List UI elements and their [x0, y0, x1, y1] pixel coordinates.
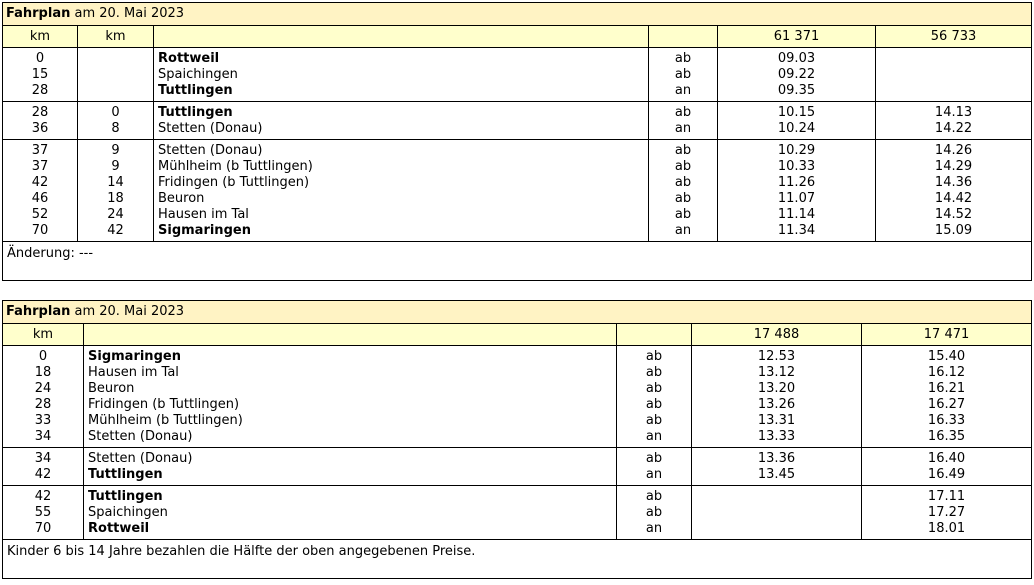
table-row: [3, 467, 1032, 486]
cell-time-train-1: [692, 521, 862, 540]
table-row: [3, 121, 1032, 140]
cell-time-train-2: [876, 67, 1032, 83]
timetable-2-note-row: [3, 540, 1032, 579]
cell-direction: ab: [617, 346, 692, 366]
cell-time-train-2: 17.11: [862, 486, 1032, 506]
cell-time-train-1: 12.53: [692, 346, 862, 366]
cell-direction: an: [617, 467, 692, 486]
table-row: [3, 159, 1032, 175]
cell-time-train-1: 09.35: [718, 83, 876, 102]
cell-km-1: 37: [3, 140, 78, 160]
cell-station: Fridingen (b Tuttlingen): [154, 175, 649, 191]
cell-station: Beuron: [84, 381, 617, 397]
cell-time-train-1: 13.20: [692, 381, 862, 397]
cell-station: Rottweil: [154, 48, 649, 68]
cell-km-1: 52: [3, 207, 78, 223]
cell-time-train-2: 17.27: [862, 505, 1032, 521]
cell-time-train-1: 10.24: [718, 121, 876, 140]
cell-time-train-2: 16.35: [862, 429, 1032, 448]
cell-station: Sigmaringen: [154, 223, 649, 242]
cell-km: 42: [3, 467, 84, 486]
table-row: [3, 413, 1032, 429]
cell-time-train-1: 13.45: [692, 467, 862, 486]
cell-km: 18: [3, 365, 84, 381]
cell-station: Tuttlingen: [154, 102, 649, 122]
timetable-2-title: [3, 301, 1032, 324]
cell-km-2: 14: [78, 175, 154, 191]
cell-time-train-1: 13.31: [692, 413, 862, 429]
cell-station: Stetten (Donau): [154, 140, 649, 160]
cell-km-1: 42: [3, 175, 78, 191]
header-direction: [617, 324, 692, 346]
cell-direction: ab: [617, 381, 692, 397]
cell-station: Spaichingen: [154, 67, 649, 83]
timetable-2-note: Kinder 6 bis 14 Jahre bezahlen die Hälfte der oben angegebenen Preise.: [3, 540, 1032, 579]
cell-km: 70: [3, 521, 84, 540]
table-row: [3, 505, 1032, 521]
table-row: [3, 175, 1032, 191]
cell-time-train-1: [692, 505, 862, 521]
cell-km-2: 8: [78, 121, 154, 140]
cell-direction: ab: [649, 175, 718, 191]
table-row: [3, 429, 1032, 448]
header-station: [154, 26, 649, 48]
cell-station: Beuron: [154, 191, 649, 207]
cell-time-train-2: 15.09: [876, 223, 1032, 242]
cell-direction: ab: [617, 448, 692, 468]
cell-direction: an: [617, 429, 692, 448]
cell-time-train-2: [876, 48, 1032, 68]
table-row: [3, 448, 1032, 468]
table-row: [3, 102, 1032, 122]
cell-time-train-2: 15.40: [862, 346, 1032, 366]
title-date: am 20. Mai 2023: [70, 6, 185, 21]
cell-time-train-2: 14.22: [876, 121, 1032, 140]
cell-direction: ab: [617, 505, 692, 521]
cell-direction: an: [617, 521, 692, 540]
header-direction: [649, 26, 718, 48]
cell-station: Stetten (Donau): [84, 448, 617, 468]
cell-km-2: 18: [78, 191, 154, 207]
cell-direction: ab: [649, 191, 718, 207]
timetable-1-header-row: [3, 26, 1032, 48]
table-row: [3, 346, 1032, 366]
cell-km-2: [78, 67, 154, 83]
cell-km-1: 28: [3, 83, 78, 102]
cell-station: Stetten (Donau): [154, 121, 649, 140]
cell-km-1: 15: [3, 67, 78, 83]
cell-time-train-2: 14.52: [876, 207, 1032, 223]
cell-direction: ab: [649, 159, 718, 175]
cell-station: Tuttlingen: [84, 486, 617, 506]
cell-station: Spaichingen: [84, 505, 617, 521]
cell-direction: ab: [649, 207, 718, 223]
cell-station: Fridingen (b Tuttlingen): [84, 397, 617, 413]
header-train-1: 17 488: [692, 324, 862, 346]
table-row: [3, 397, 1032, 413]
cell-station: Hausen im Tal: [84, 365, 617, 381]
cell-km: 34: [3, 429, 84, 448]
header-train-2: 56 733: [876, 26, 1032, 48]
header-station: [84, 324, 617, 346]
header-km: km: [3, 324, 84, 346]
timetable-1-title: [3, 3, 1032, 26]
header-km-1: km: [3, 26, 78, 48]
table-row: [3, 521, 1032, 540]
cell-km: 34: [3, 448, 84, 468]
cell-direction: ab: [649, 67, 718, 83]
cell-direction: ab: [617, 365, 692, 381]
cell-direction: ab: [617, 413, 692, 429]
cell-km: 28: [3, 397, 84, 413]
timetable-2-header-row: [3, 324, 1032, 346]
cell-direction: ab: [617, 486, 692, 506]
cell-direction: ab: [649, 48, 718, 68]
timetable-1-title-row: [3, 3, 1032, 26]
cell-station: Stetten (Donau): [84, 429, 617, 448]
cell-time-train-2: [876, 83, 1032, 102]
table-row: [3, 223, 1032, 242]
cell-time-train-1: 13.12: [692, 365, 862, 381]
cell-direction: ab: [649, 140, 718, 160]
cell-km-1: 37: [3, 159, 78, 175]
cell-km: 33: [3, 413, 84, 429]
table-row: [3, 191, 1032, 207]
cell-time-train-2: 14.26: [876, 140, 1032, 160]
cell-station: Mühlheim (b Tuttlingen): [154, 159, 649, 175]
cell-km-1: 0: [3, 48, 78, 68]
cell-time-train-1: 09.03: [718, 48, 876, 68]
cell-time-train-2: 14.29: [876, 159, 1032, 175]
cell-km: 42: [3, 486, 84, 506]
cell-time-train-2: 16.40: [862, 448, 1032, 468]
cell-km-1: 46: [3, 191, 78, 207]
cell-time-train-2: 14.36: [876, 175, 1032, 191]
cell-direction: an: [649, 121, 718, 140]
cell-km-1: 28: [3, 102, 78, 122]
cell-km-2: 9: [78, 159, 154, 175]
cell-station: Tuttlingen: [84, 467, 617, 486]
cell-km: 24: [3, 381, 84, 397]
table-row: [3, 140, 1032, 160]
cell-km-2: 9: [78, 140, 154, 160]
timetable-2-title-row: [3, 301, 1032, 324]
cell-time-train-1: 09.22: [718, 67, 876, 83]
timetable-1: [2, 2, 1032, 281]
cell-time-train-2: 14.13: [876, 102, 1032, 122]
cell-station: Mühlheim (b Tuttlingen): [84, 413, 617, 429]
cell-direction: an: [649, 223, 718, 242]
header-km-2: km: [78, 26, 154, 48]
cell-km-2: 0: [78, 102, 154, 122]
cell-time-train-1: 13.33: [692, 429, 862, 448]
table-row: [3, 48, 1032, 68]
timetable-1-note: Änderung: ---: [3, 242, 1032, 281]
cell-direction: ab: [617, 397, 692, 413]
cell-km-2: [78, 48, 154, 68]
cell-station: Hausen im Tal: [154, 207, 649, 223]
cell-time-train-1: 10.29: [718, 140, 876, 160]
cell-time-train-1: [692, 486, 862, 506]
cell-time-train-2: 16.21: [862, 381, 1032, 397]
cell-km: 55: [3, 505, 84, 521]
cell-station: Tuttlingen: [154, 83, 649, 102]
cell-time-train-2: 16.49: [862, 467, 1032, 486]
table-row: [3, 381, 1032, 397]
cell-km-1: 70: [3, 223, 78, 242]
cell-time-train-1: 10.33: [718, 159, 876, 175]
header-train-2: 17 471: [862, 324, 1032, 346]
timetable-1-note-row: [3, 242, 1032, 281]
cell-direction: an: [649, 83, 718, 102]
cell-km-2: 42: [78, 223, 154, 242]
cell-km-2: 24: [78, 207, 154, 223]
table-row: [3, 207, 1032, 223]
table-row: [3, 486, 1032, 506]
cell-time-train-1: 11.07: [718, 191, 876, 207]
cell-km-1: 36: [3, 121, 78, 140]
cell-station: Sigmaringen: [84, 346, 617, 366]
cell-km: 0: [3, 346, 84, 366]
cell-time-train-2: 16.12: [862, 365, 1032, 381]
cell-time-train-2: 16.27: [862, 397, 1032, 413]
cell-time-train-1: 13.26: [692, 397, 862, 413]
cell-time-train-1: 10.15: [718, 102, 876, 122]
title-bold: Fahrplan: [6, 304, 71, 319]
cell-time-train-2: 14.42: [876, 191, 1032, 207]
cell-time-train-1: 13.36: [692, 448, 862, 468]
cell-time-train-1: 11.34: [718, 223, 876, 242]
cell-km-2: [78, 83, 154, 102]
cell-station: Rottweil: [84, 521, 617, 540]
cell-direction: ab: [649, 102, 718, 122]
cell-time-train-2: 16.33: [862, 413, 1032, 429]
cell-time-train-1: 11.26: [718, 175, 876, 191]
table-row: [3, 67, 1032, 83]
cell-time-train-1: 11.14: [718, 207, 876, 223]
cell-time-train-2: 18.01: [862, 521, 1032, 540]
title-bold: Fahrplan: [6, 6, 71, 21]
table-row: [3, 83, 1032, 102]
timetable-2: [2, 300, 1032, 579]
header-train-1: 61 371: [718, 26, 876, 48]
title-date: am 20. Mai 2023: [70, 304, 185, 319]
table-row: [3, 365, 1032, 381]
